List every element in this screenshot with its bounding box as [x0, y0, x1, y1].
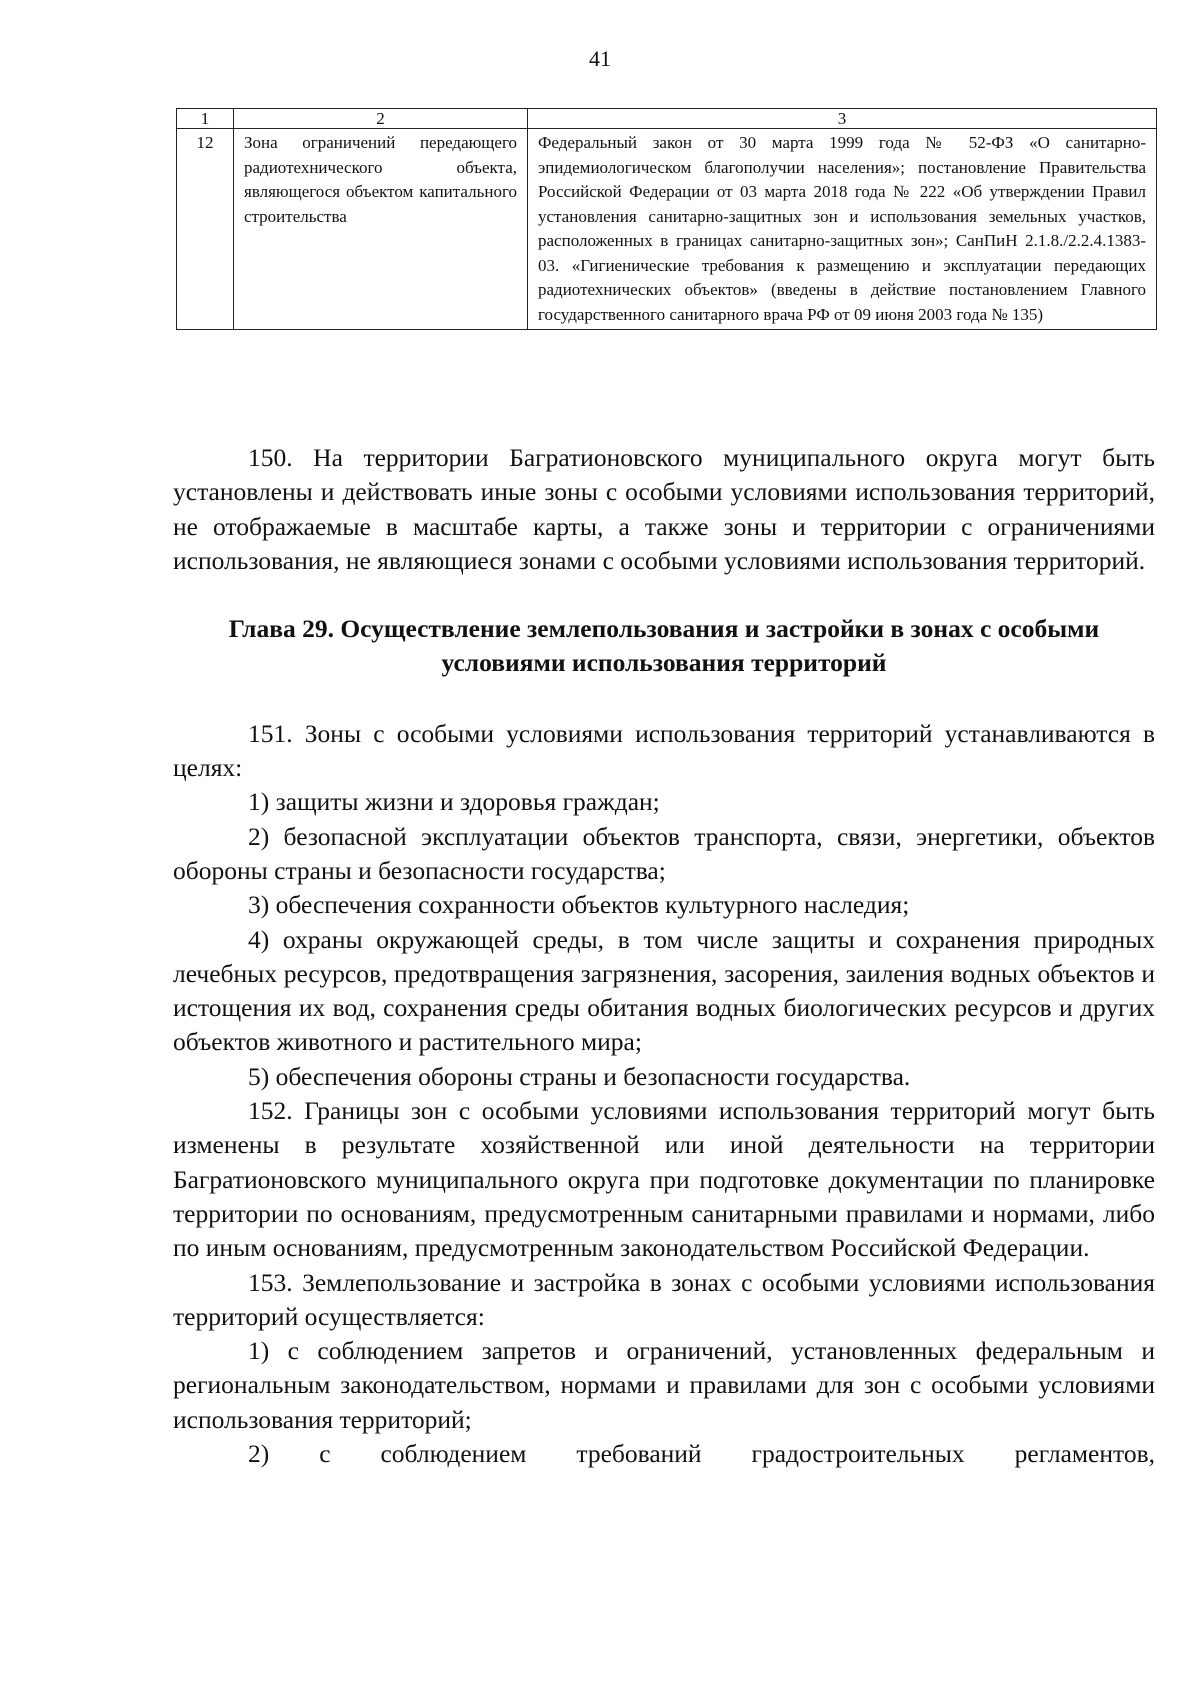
paragraph-151: 151. Зоны с особыми условиями использования территорий устанавливаются в целях:: [173, 718, 1155, 783]
zones-table: [176, 108, 1157, 330]
table-row: [177, 129, 1157, 330]
list-item: 3) обеспечения сохранности объектов культурного наследия;: [248, 890, 910, 920]
row-number-cell: 12: [177, 129, 234, 330]
column-header-basis: 3: [528, 109, 1157, 129]
list-item: 2) с соблюдением требований градостроительных регламентов,: [248, 1439, 1155, 1469]
zone-name-cell: Зона ограничений передающего радиотехнического объекта, являющегося объектом капитального строительства: [234, 129, 528, 330]
chapter-heading: Глава 29. Осуществление землепользования и застройки в зонах с особыми условиями использования территорий: [228, 614, 1100, 678]
body-text: [173, 441, 1155, 1471]
list-item: 1) с соблюдением запретов и ограничений, установленных федеральным и региональным законодательством, нормами и правилами для зон с особыми условиями использования территорий;: [173, 1336, 1155, 1434]
page-number: 41: [589, 46, 611, 71]
column-header-number: 1: [177, 109, 234, 129]
paragraph-150: 150. На территории Багратионовского муниципального округа могут быть установлены и действовать иные зоны с особыми условиями использования территорий, не отображаемые в масштабе карты, а также зоны и территории с ограничениями использования, не являющиеся зонами с особыми условиями использования территорий.: [173, 443, 1155, 575]
paragraph-153: 153. Землепользование и застройка в зонах с особыми условиями использования территорий осуществляется:: [173, 1267, 1155, 1331]
list-item: 2) безопасной эксплуатации объектов транспорта, связи, энергетики, объектов обороны страны и безопасности государства;: [173, 821, 1155, 885]
paragraph-152: 152. Границы зон с особыми условиями использования территорий могут быть изменены в результате хозяйственной или иной деятельности на территории Багратионовского муниципального округа при подготовке документации по планировке территории по основаниям, предусмотренным санитарными правилами и нормами, либо по иным основаниям, предусмотренным законодательством Российской Федерации.: [173, 1096, 1155, 1263]
table-header-row: [177, 109, 1157, 129]
legal-basis-cell: Федеральный закон от 30 марта 1999 года № 52-ФЗ «О санитарно-эпидемиологическом благополучии населения»; постановление Правительства Российской Федерации от 03 марта 2018 года № 222 «Об утверждении Правил установления санитарно-защитных зон и использования земельных участков, расположенных в границах санитарно-защитных зон»; СанПиН 2.1.8./2.2.4.1383-03. «Гигиенические требования к размещению и эксплуатации передающих радиотехнических объектов» (введены в действие постановлением Главного государственного санитарного врача РФ от 09 июня 2003 года № 135): [528, 129, 1157, 330]
list-item: 4) охраны окружающей среды, в том числе защиты и сохранения природных лечебных ресурсов, предотвращения загрязнения, засорения, заиления водных объектов и истощения их вод, сохранения среды обитания водных биологических ресурсов и других объектов животного и растительного мира;: [173, 924, 1155, 1057]
list-item: 1) защиты жизни и здоровья граждан;: [248, 787, 660, 817]
column-header-zone: 2: [234, 109, 528, 129]
list-item: 5) обеспечения обороны страны и безопасности государства.: [248, 1061, 911, 1091]
